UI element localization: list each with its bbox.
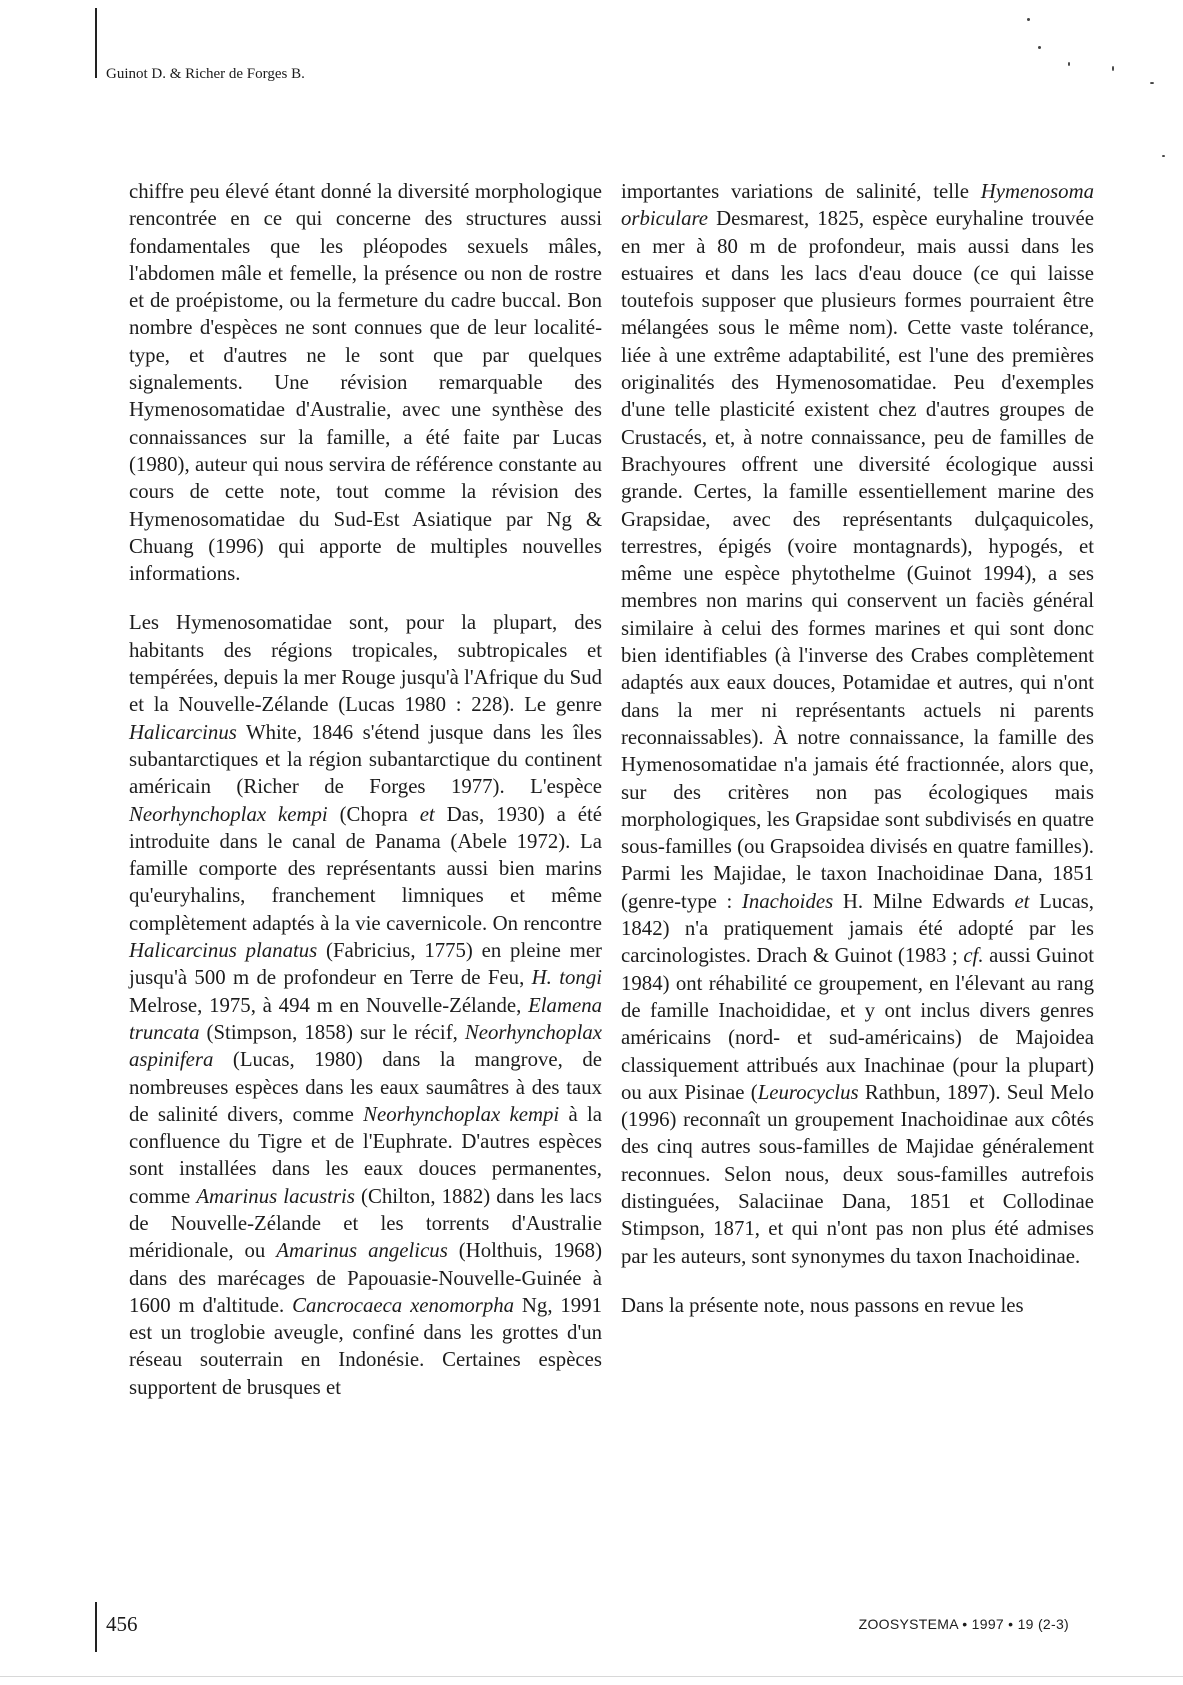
scan-speck: [1150, 82, 1154, 84]
paragraph: Dans la présente note, nous passons en revue les: [621, 1293, 1024, 1317]
scan-speck: [1027, 18, 1030, 21]
page-number: 456: [106, 1612, 138, 1636]
scan-speck: [1162, 155, 1165, 157]
footer-rule: [95, 1602, 97, 1652]
paragraph: importantes variations de salinité, telle Hymenosoma orbiculare Desmarest, 1825, espèce euryhaline trouvée en mer à 80 m de profondeur, mais aussi dans les estuaires et dans les lacs d'eau douce (ce qui laisse toutefois supposer que plusieurs formes pourraient être mélangées sous le même nom). Cette vaste tolérance, liée à une extrême adaptabilité, est l'une des premières originalités des Hymenosomatidae. Peu d'exemples d'une telle plasticité existent chez d'autres groupes de Crustacés, et, à notre connaissance, peu de familles de Brachyoures offrent une diversité écologique aussi grande. Certes, la famille essentiellement marine des Grapsidae, avec des représentants dulçaquicoles, terrestres, épigés (voire montagnards), hypogés, et même une espèce phytothelme (Guinot 1994), a ses membres non marins qui conservent un faciès général similaire à celui des formes marines et qui sont donc bien identifiables (à l'inverse des Crabes complètement adaptés aux eaux douces, Potamidae et autres, qui n'ont dans la mer ni représentants actuels ni parents reconnaissables). À notre connaissance, la famille des Hymenosomatidae n'a jamais été fractionnée, alors que, sur des critères non pas écologiques mais morphologiques, les Grapsidae sont subdivisés en quatre sous-familles (ou Grapsoidea divisés en quatre familles).: [621, 180, 1094, 859]
scan-speck: [1068, 62, 1070, 66]
page-edge-line: [0, 1676, 1183, 1677]
journal-reference: ZOOSYSTEMA • 1997 • 19 (2-3): [858, 1616, 1069, 1632]
paragraph: Les Hymenosomatidae sont, pour la plupart, des habitants des régions tropicales, subtropicales et tempérées, depuis la mer Rouge jusqu'à l'Afrique du Sud et la Nouvelle-Zélande (Lucas 1980 : 228). Le genre Halicarcinus White, 1846 s'étend jusque dans les îles subantarctiques et la région subantarctique du continent américain (Richer de Forges 1977). L'espèce Neorhynchoplax kempi (Chopra et Das, 1930) a été introduite dans le canal de Panama (Abele 1972). La famille comporte des représentants aussi bien marins qu'euryhalins, franchement limniques et même complètement adaptés à la vie cavernicole. On rencontre Halicarcinus planatus (Fabricius, 1775) en pleine mer jusqu'à 500 m de profondeur en Terre de Feu, H. tongi Melrose, 1975, à 494 m en Nouvelle-Zélande, Elamena truncata (Stimpson, 1858) sur le récif, Neorhynchoplax aspinifera (Lucas, 1980) dans la mangrove, de nombreuses espèces dans les eaux saumâtres à des taux de salinité divers, comme Neorhynchoplax kempi à la confluence du Tigre et de l'Euphrate. D'autres espèces sont installées dans les eaux douces permanentes, comme Amarinus lacustris (Chilton, 1882) dans les lacs de Nouvelle-Zélande et les torrents d'Australie méridionale, ou Amarinus angelicus (Holthuis, 1968) dans des marécages de Papouasie-Nouvelle-Guinée à 1600 m d'altitude. Cancrocaeca xenomorpha Ng, 1991 est un troglobie aveugle, confiné dans les grottes d'un réseau souterrain en Indonésie. Certaines espèces supportent de brusques et: [129, 611, 603, 1399]
running-head: Guinot D. & Richer de Forges B.: [106, 66, 305, 82]
scan-speck: [1112, 66, 1114, 71]
scan-speck: [1038, 46, 1041, 49]
paragraph: chiffre peu élevé étant donné la diversité morphologique rencontrée en ce qui concerne des structures aussi fondamentales que les pléopodes sexuels mâles, l'abdomen mâle et femelle, la présence ou non de rostre et de proépistome, ou la fermeture du cadre buccal. Bon nombre d'espèces ne sont connues que de leur localité-type, et d'autres ne le sont que par quelques signalements. Une révision remarquable des Hymenosomatidae d'Australie, avec une synthèse des connaissances sur la famille, a été faite par Lucas (1980), auteur qui nous servira de référence constante au cours de cette note, tout comme la révision des Hymenosomatidae du Sud-Est Asiatique par Ng & Chuang (1996) qui apporte de multiples nouvelles informations.: [129, 180, 602, 586]
paragraph: Parmi les Majidae, le taxon Inachoidinae Dana, 1851 (genre-type : Inachoides H. Milne Edwards et Lucas, 1842) n'a pratiquement jamais été adopté par les carcinologistes. Drach & Guinot (1983 ; cf. aussi Guinot 1984) ont réhabilité ce groupement, en l'élevant au rang de famille Inachoididae, et y ont inclus divers genres américains (nord- et sud-américains) de Majoidea classiquement attribués aux Inachinae (pour la plupart) ou aux Pisinae (Leurocyclus Rathbun, 1897). Seul Melo (1996) reconnaît un groupement Inachoidinae aux côtés des cinq autres sous-familles de Majidae généralement reconnues. Selon nous, deux sous-familles autrefois distinguées, Salaciinae Dana, 1851 et Collodinae Stimpson, 1871, et qui n'ont pas non plus été admises par les auteurs, sont synonymes du taxon Inachoidinae.: [621, 862, 1095, 1268]
right-column: [621, 178, 1094, 1319]
left-column: [129, 178, 602, 1401]
header-rule: [95, 8, 97, 78]
